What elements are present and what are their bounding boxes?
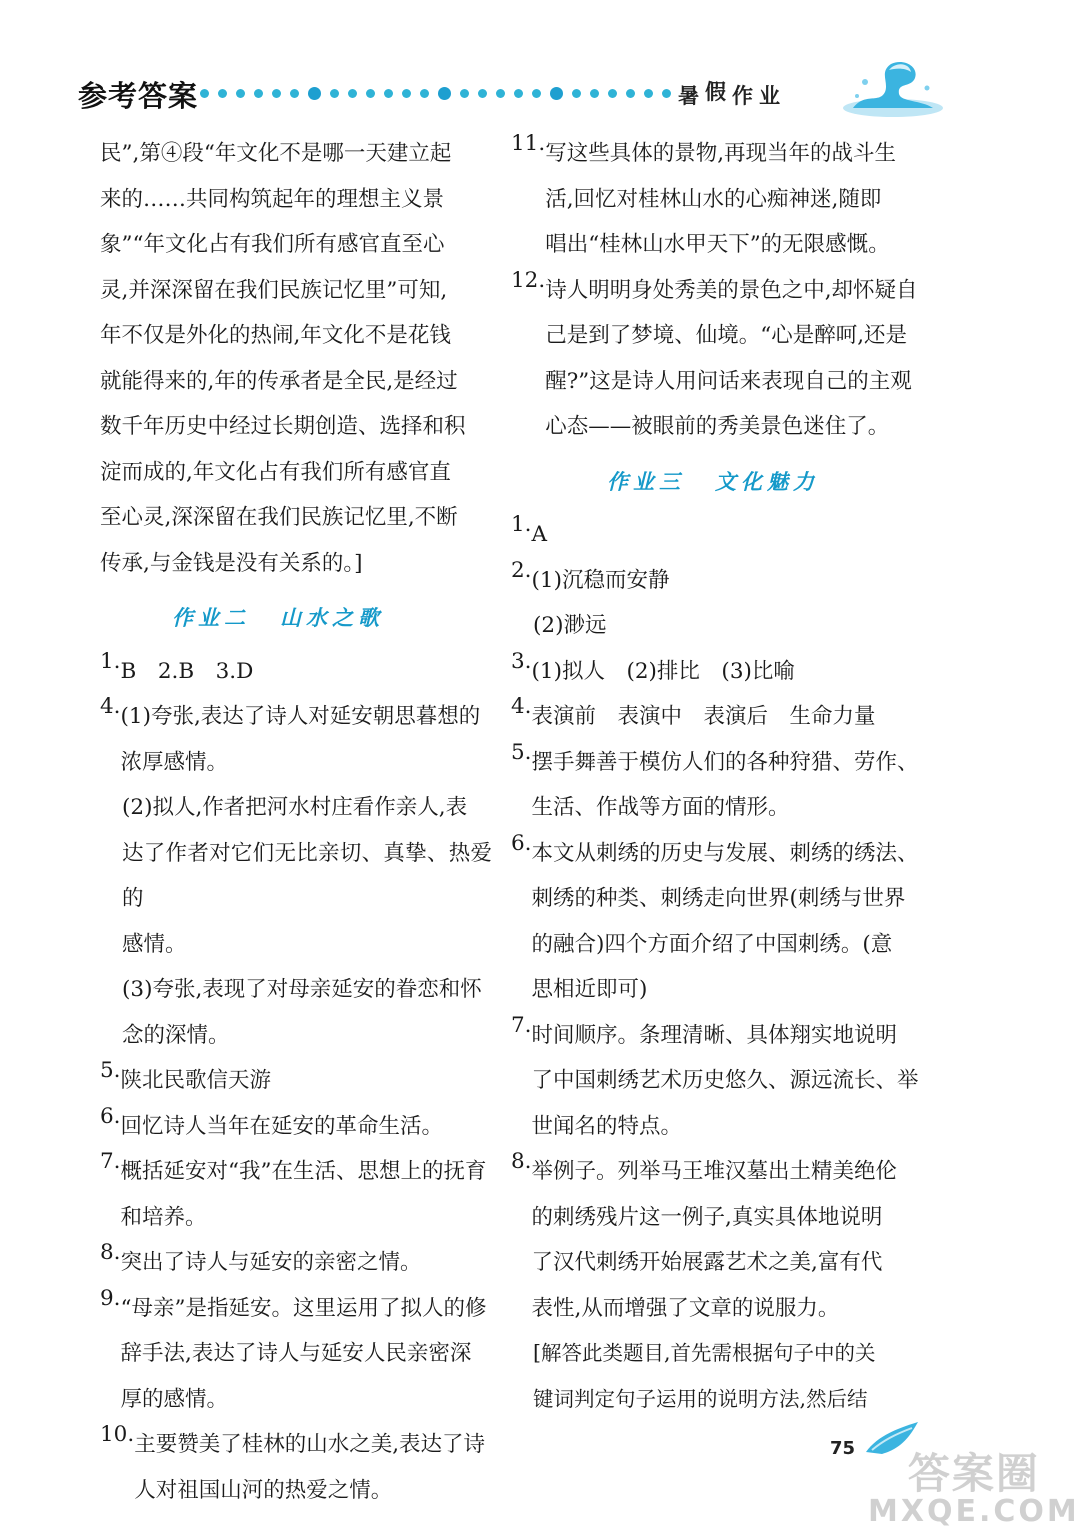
text-line: (1)沉稳而安静	[531, 567, 670, 593]
text-line: 世闻名的特点。	[531, 1113, 683, 1139]
text-line: 诗人明明身处秀美的景色之中,却怀疑自	[545, 277, 918, 303]
answer-number: 7.	[511, 1012, 532, 1038]
text-line: (2)渺远	[533, 613, 607, 638]
text-line: 活,回忆对桂林山水的心痴神迷,随即	[545, 186, 882, 212]
answer-text	[121, 1058, 492, 1104]
text-line: 淀而成的,年文化占有我们所有感官直	[100, 459, 451, 485]
answer-text	[532, 694, 921, 740]
text-line: (1)拟人 (2)排比 (3)比喻	[531, 658, 795, 684]
text-line: (2)拟人,作者把河水村庄看作亲人,表	[122, 795, 468, 820]
text-line: 就能得来的,年的传承者是全民,是经过	[100, 368, 458, 394]
text-line: 辞手法,表达了诗人与延安人民亲密深	[120, 1341, 472, 1366]
answer-number: 7.	[100, 1149, 121, 1174]
answer-number: 8.	[511, 1149, 532, 1174]
text-line: 的融合)四个方面介绍了中国刺绣。(意	[531, 931, 893, 957]
series-title: 暑假作业	[678, 80, 786, 108]
answer-text	[545, 268, 921, 450]
left-column	[100, 131, 492, 1513]
text-line: A	[531, 522, 548, 547]
text-line: 象”“年文化占有我们所有感官直至心	[100, 232, 445, 257]
answer-item	[100, 1058, 492, 1104]
text-line: 概括延安对“我”在生活、思想上的抚育	[120, 1159, 487, 1184]
text-line: 浓厚感情。	[120, 749, 229, 775]
answer-number: 12.	[511, 267, 546, 293]
text-line: 主要赞美了桂林的山水之美,表达了诗	[134, 1432, 486, 1457]
answer-item	[100, 1149, 492, 1240]
answer-text	[532, 740, 921, 831]
answer-number: 4.	[511, 694, 532, 719]
text-line: (1)夸张,表达了诗人对延安朝思暮想的	[120, 704, 481, 729]
text-line: 时间顺序。条理清晰、具体翔实地说明	[531, 1022, 898, 1048]
text-line: 回忆诗人当年在延安的革命生活。	[120, 1113, 444, 1139]
answer-number: 2.	[511, 557, 532, 583]
answer-text	[533, 603, 921, 649]
text-line: 突出了诗人与延安的亲密之情。	[120, 1250, 422, 1275]
text-line: 己是到了梦境、仙境。“心是醉呵,还是	[545, 323, 908, 348]
page-number: 75	[830, 1438, 856, 1459]
header-dot-divider	[200, 87, 671, 100]
answer-list	[511, 512, 921, 1331]
water-splash-icon	[835, 52, 945, 122]
answer-list	[511, 131, 921, 450]
answer-text	[121, 1149, 492, 1240]
page-header	[0, 0, 1043, 125]
answer-text	[532, 831, 921, 1013]
text-line: 思相近即可)	[531, 977, 648, 1002]
header-title: 参考答案	[78, 79, 199, 113]
text-line: 唱出“桂林山水甲天下”的无限感慨。	[545, 232, 890, 257]
answer-item	[511, 831, 921, 1013]
answer-item	[511, 603, 921, 649]
answer-item	[511, 649, 921, 695]
watermark: 答案圈 MXQE.COM	[868, 1449, 1080, 1530]
text-line: 念的深情。	[122, 1022, 230, 1048]
answer-number: 1.	[100, 648, 121, 674]
text-line: 灵,并深深留在我们民族记忆里”可知,	[100, 277, 448, 303]
answer-item	[511, 1149, 921, 1331]
answer-item	[100, 1104, 492, 1150]
text-line: 人对祖国山河的热爱之情。	[134, 1477, 393, 1503]
text-line: 年不仅是外化的热闹,年文化不是花钱	[100, 323, 451, 348]
answer-number: 10.	[100, 1422, 135, 1447]
answer-text	[532, 1149, 921, 1331]
explanation-note	[511, 1331, 921, 1422]
section-heading-assignment-2: 作业二 山水之歌	[172, 606, 384, 630]
answer-text	[121, 1286, 492, 1423]
answer-text	[122, 785, 492, 967]
answer-text	[121, 649, 492, 695]
answer-text	[532, 1013, 921, 1150]
text-line: 表演前 表演中 表演后 生命力量	[531, 704, 876, 729]
answer-item	[511, 131, 921, 268]
answer-number: 1.	[511, 512, 532, 537]
answer-item	[100, 649, 492, 695]
answer-item	[511, 740, 921, 831]
text-line: (3)夸张,表现了对母亲延安的眷恋和怀	[122, 977, 482, 1002]
answer-text	[122, 967, 492, 1058]
answer-number: 5.	[100, 1058, 121, 1083]
text-line: 至心灵,深深留在我们民族记忆里,不断	[100, 505, 458, 530]
text-line: 了中国刺绣艺术历史悠久、源远流长、举	[531, 1068, 919, 1093]
text-line: 摆手舞善于模仿人们的各种狩猎、劳作、	[531, 749, 919, 775]
section-heading-assignment-3: 作业三 文化魅力	[607, 469, 819, 494]
text-line: 的刺绣残片这一例子,真实具体地说明	[531, 1204, 883, 1230]
answer-text	[545, 131, 921, 268]
text-line: 醒?”这是诗人用问话来表现自己的主观	[545, 368, 912, 394]
text-line: 传承,与金钱是没有关系的。]	[100, 550, 363, 576]
text-line: 陕北民歌信天游	[120, 1068, 272, 1093]
answer-text	[121, 694, 492, 785]
text-line: 民”,第④段“年文化不是哪一天建立起	[100, 141, 452, 166]
answer-item	[100, 1240, 492, 1286]
text-line: 写这些具体的景物,再现当年的战斗生	[545, 141, 897, 166]
answer-item	[100, 967, 492, 1058]
answer-number: 6.	[511, 830, 532, 856]
text-line: “母亲”是指延安。这里运用了拟人的修	[120, 1295, 487, 1321]
text-line: B 2.B 3.D	[120, 658, 254, 684]
answer-number: 4.	[100, 694, 121, 719]
answer-item	[511, 512, 921, 558]
text-line: 了汉代刺绣开始展露艺术之美,富有代	[531, 1250, 883, 1275]
answer-text	[532, 512, 921, 558]
answer-item	[511, 694, 921, 740]
text-line: 表性,从而增强了文章的说服力。	[531, 1295, 840, 1321]
text-line: 达了作者对它们无比亲切、真挚、热爱的	[122, 840, 492, 911]
answer-number: 9.	[100, 1285, 121, 1311]
answer-list	[100, 649, 492, 1514]
answer-item	[511, 268, 921, 450]
answer-text	[532, 558, 921, 604]
answer-item	[100, 1286, 492, 1423]
answer-number: 3.	[511, 648, 532, 674]
text-line: 生活、作战等方面的情形。	[531, 795, 790, 820]
answer-text	[134, 1422, 492, 1513]
text-line: 心态——被眼前的秀美景色迷住了。	[545, 414, 890, 439]
text-line: 数千年历史中经过长期创造、选择和积	[100, 414, 466, 439]
text-line: 感情。	[122, 931, 187, 957]
text-line: [解答此类题目,首先需根据句子中的关	[533, 1341, 876, 1365]
text-line: 刺绣的种类、刺绣走向世界(刺绣与世界	[531, 886, 906, 911]
answer-item	[100, 694, 492, 785]
text-line: 本文从刺绣的历史与发展、刺绣的绣法、	[531, 840, 919, 866]
right-column	[511, 131, 921, 1422]
answer-item	[100, 785, 492, 967]
text-line: 键词判定句子运用的说明方法,然后结	[533, 1386, 868, 1411]
answer-item	[100, 1422, 492, 1513]
text-line: 举例子。列举马王堆汉墓出土精美绝伦	[531, 1159, 898, 1184]
answer-number: 8.	[100, 1240, 121, 1265]
answer-item	[511, 558, 921, 604]
answer-number: 5.	[511, 739, 532, 765]
text-line: 厚的感情。	[120, 1386, 229, 1412]
answer-text	[121, 1104, 492, 1150]
answer-text	[121, 1240, 492, 1286]
text-line: 和培养。	[120, 1204, 207, 1230]
answer-item	[511, 1013, 921, 1150]
answer-number: 6.	[100, 1103, 121, 1129]
answer-text	[532, 649, 921, 695]
answer-number: 11.	[511, 131, 546, 156]
text-line: 来的……共同构筑起年的理想主义景	[100, 186, 445, 212]
